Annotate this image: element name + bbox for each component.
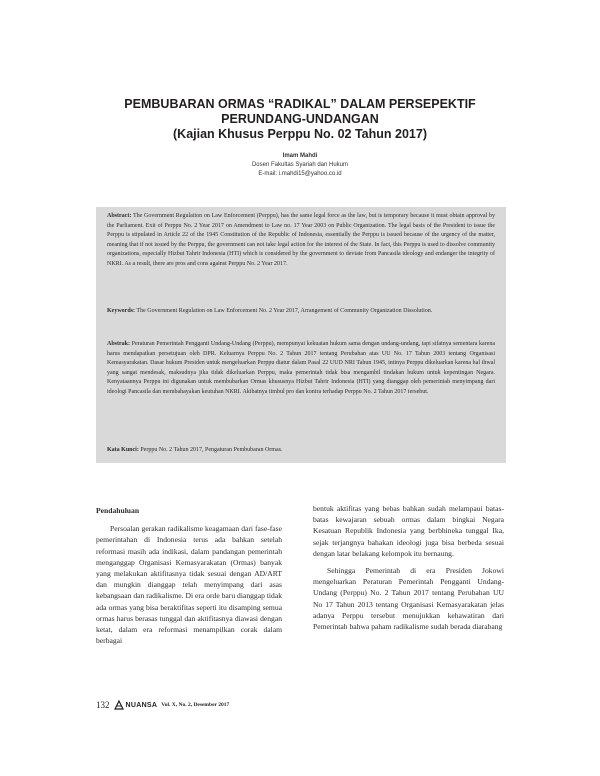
abstract-english [107,212,495,270]
abstract-english-label: Abstract: [107,213,132,219]
abstract-english-text: The Government Regulation on Law Enforcement (Perppu), has the same legal force as the law, but is temporary because it must obtain approval by the Parliament. Exit of Perppu No. 2 Year 2017 on Amendment to Law no. 17 Year 2003 on Public Organization. The legal basis of the President to issue the Perppu is stipulated in Article 22 of the 1945 Constitution of the Republic of Indonesia, essentially the Perppu is issued because of the urgency of the matter, meaning that if not issued by the Perppu, the government can not take legal action for the interest of the State. In fact, this Perppu is used to dissolve community organizations, especially Hizbut Tahrir Indonesia (HTI) which is considered by the government to deviate from Pancasila ideology and endanger the integrity of NKRI. As a result, there are pros and cons against Perppu No. 2 Year 2017. [107,213,495,267]
keywords-indonesian-text: Perppu No. 2 Tahun 2017, Pengaturan Pembubaran Ormas. [140,447,283,453]
abstract-indonesian [107,340,495,398]
title-line-2: PERUNDANG-UNDANGAN [221,112,379,126]
journal-logo-icon [114,700,124,710]
abstract-indonesian-text: Peraturan Pemerintah Pengganti Undang-Undang (Perppu), mempunyai kekuatan hukum sama dengan undang-undang, tapi sifatnya sementara karena harus mendapatkan persetujuan oleh DPR. Keluarnya Perppu No. 2 Tahun 2017 tentang Perubahan atas UU No. 17 Tahun 2003 tentang Organisasi Kemasyarakatan. Dasar hukum Presiden untuk mengeluarkan Perppu diatur dalam Pasal 22 UUD NRI Tahun 1945, intinya Perppu dikeluarkan karena hal ihwal yang sangat mendesak, maksudnya jika tidak dikeluarkan Perppu, maka pemerintah tidak bisa mengambil tindakan hukum untuk kepentingan Negara. Kenyataannya Perppu ini digunakan untuk membubarkan Ormas khususnya Hizbut Tahrir Indonesia (HTI) yang dianggap oleh pemerintah menyimpang dari ideologi Pancasila dan membahayakan keutuhan NKRI. Akibatnya timbul pro dan kontra terhadap Perppu No. 2 Tahun 2017 tersebut. [107,341,495,395]
body-paragraph: Sehingga Pemerintah di era Presiden Jokowi mengeluarkan Peraturan Pemerintah Pengganti Undang-Undang (Perppu) No. 2 Tahun 2017 tentang Perubahan UU No 17 Tahun 2013 tentang Organisasi Kemasyarakatan jelas adanya Perppu tersebut menujukkan kehawatiran dari Pemerintah bahwa paham radikalisme sudah berada diarabang [313,566,504,632]
body-right-column [313,503,504,632]
journal-issue-info: Vol. X, No. 2, Desember 2017 [161,702,230,708]
keywords-english-text: The Government Regulation on Law Enforcement No. 2 Year 2017, Arrangement of Community Organization Dissolution. [136,308,433,314]
paper-title [0,97,600,142]
keywords-english-label: Keywords: [107,308,135,314]
page-footer [96,697,229,713]
section-heading: Pendahuluan [96,506,140,515]
title-line-1: PEMBUBARAN ORMAS “RADIKAL” DALAM PERSEPEKTIF [124,97,476,111]
author-name: Imam Mahdi [282,153,318,159]
body-left-column [96,505,282,646]
page-number: 132 [96,700,110,710]
keywords-indonesian-label: Kata Kunci: [107,447,139,453]
abstract-indonesian-label: Abstrak: [107,341,131,347]
body-paragraph-continued: bentuk aktifitas yang bebas bahkan sudah melampaui batas-batas kewajaran sebuah ormas dalam bingkai Negara Kesatuan Republik Indonesia yang berbhineka tunggal Ika, sejak terjangnya bahakan ideologi juga bisa berbeda sesuai dengan latar belakang kelompok itu bernaung. [313,504,504,558]
journal-logo [114,700,158,710]
title-line-3: (Kajian Khusus Perppu No. 02 Tahun 2017) [173,127,427,141]
journal-logo-text: NUANSA [125,701,158,709]
keywords-english [107,307,495,317]
author-block [0,152,600,179]
author-email: E-mail: i.mahdi15@yahoo.co.id [258,171,342,177]
keywords-indonesian [107,446,495,456]
author-affiliation: Dosen Fakultas Syariah dan Hukum [251,162,349,168]
body-paragraph: Persoalan gerakan radikalisme keagamaan dari fase-fase pemerintahan di Indonesia terus ada bahkan setelah reformasi masih ada indikasi, dalam pandangan pemerintah menganggap Organisasi Kemasyarakatan (Ormas) banyak yang melakukan aktifitasnya tidak sesuai dengan AD/ART dan mungkin dianggap telah menyimpang dari asas kebangsaan dan radikalisme. Di era orde baru dianggap tidak ada ormas yang bisa beraktifitas seperti itu disamping semua ormas harus berasas tunggal dan aktifitasnya diawasi dengan ketat, dalam era reformasi menampilkan corak dalam berbagai [96,524,282,646]
